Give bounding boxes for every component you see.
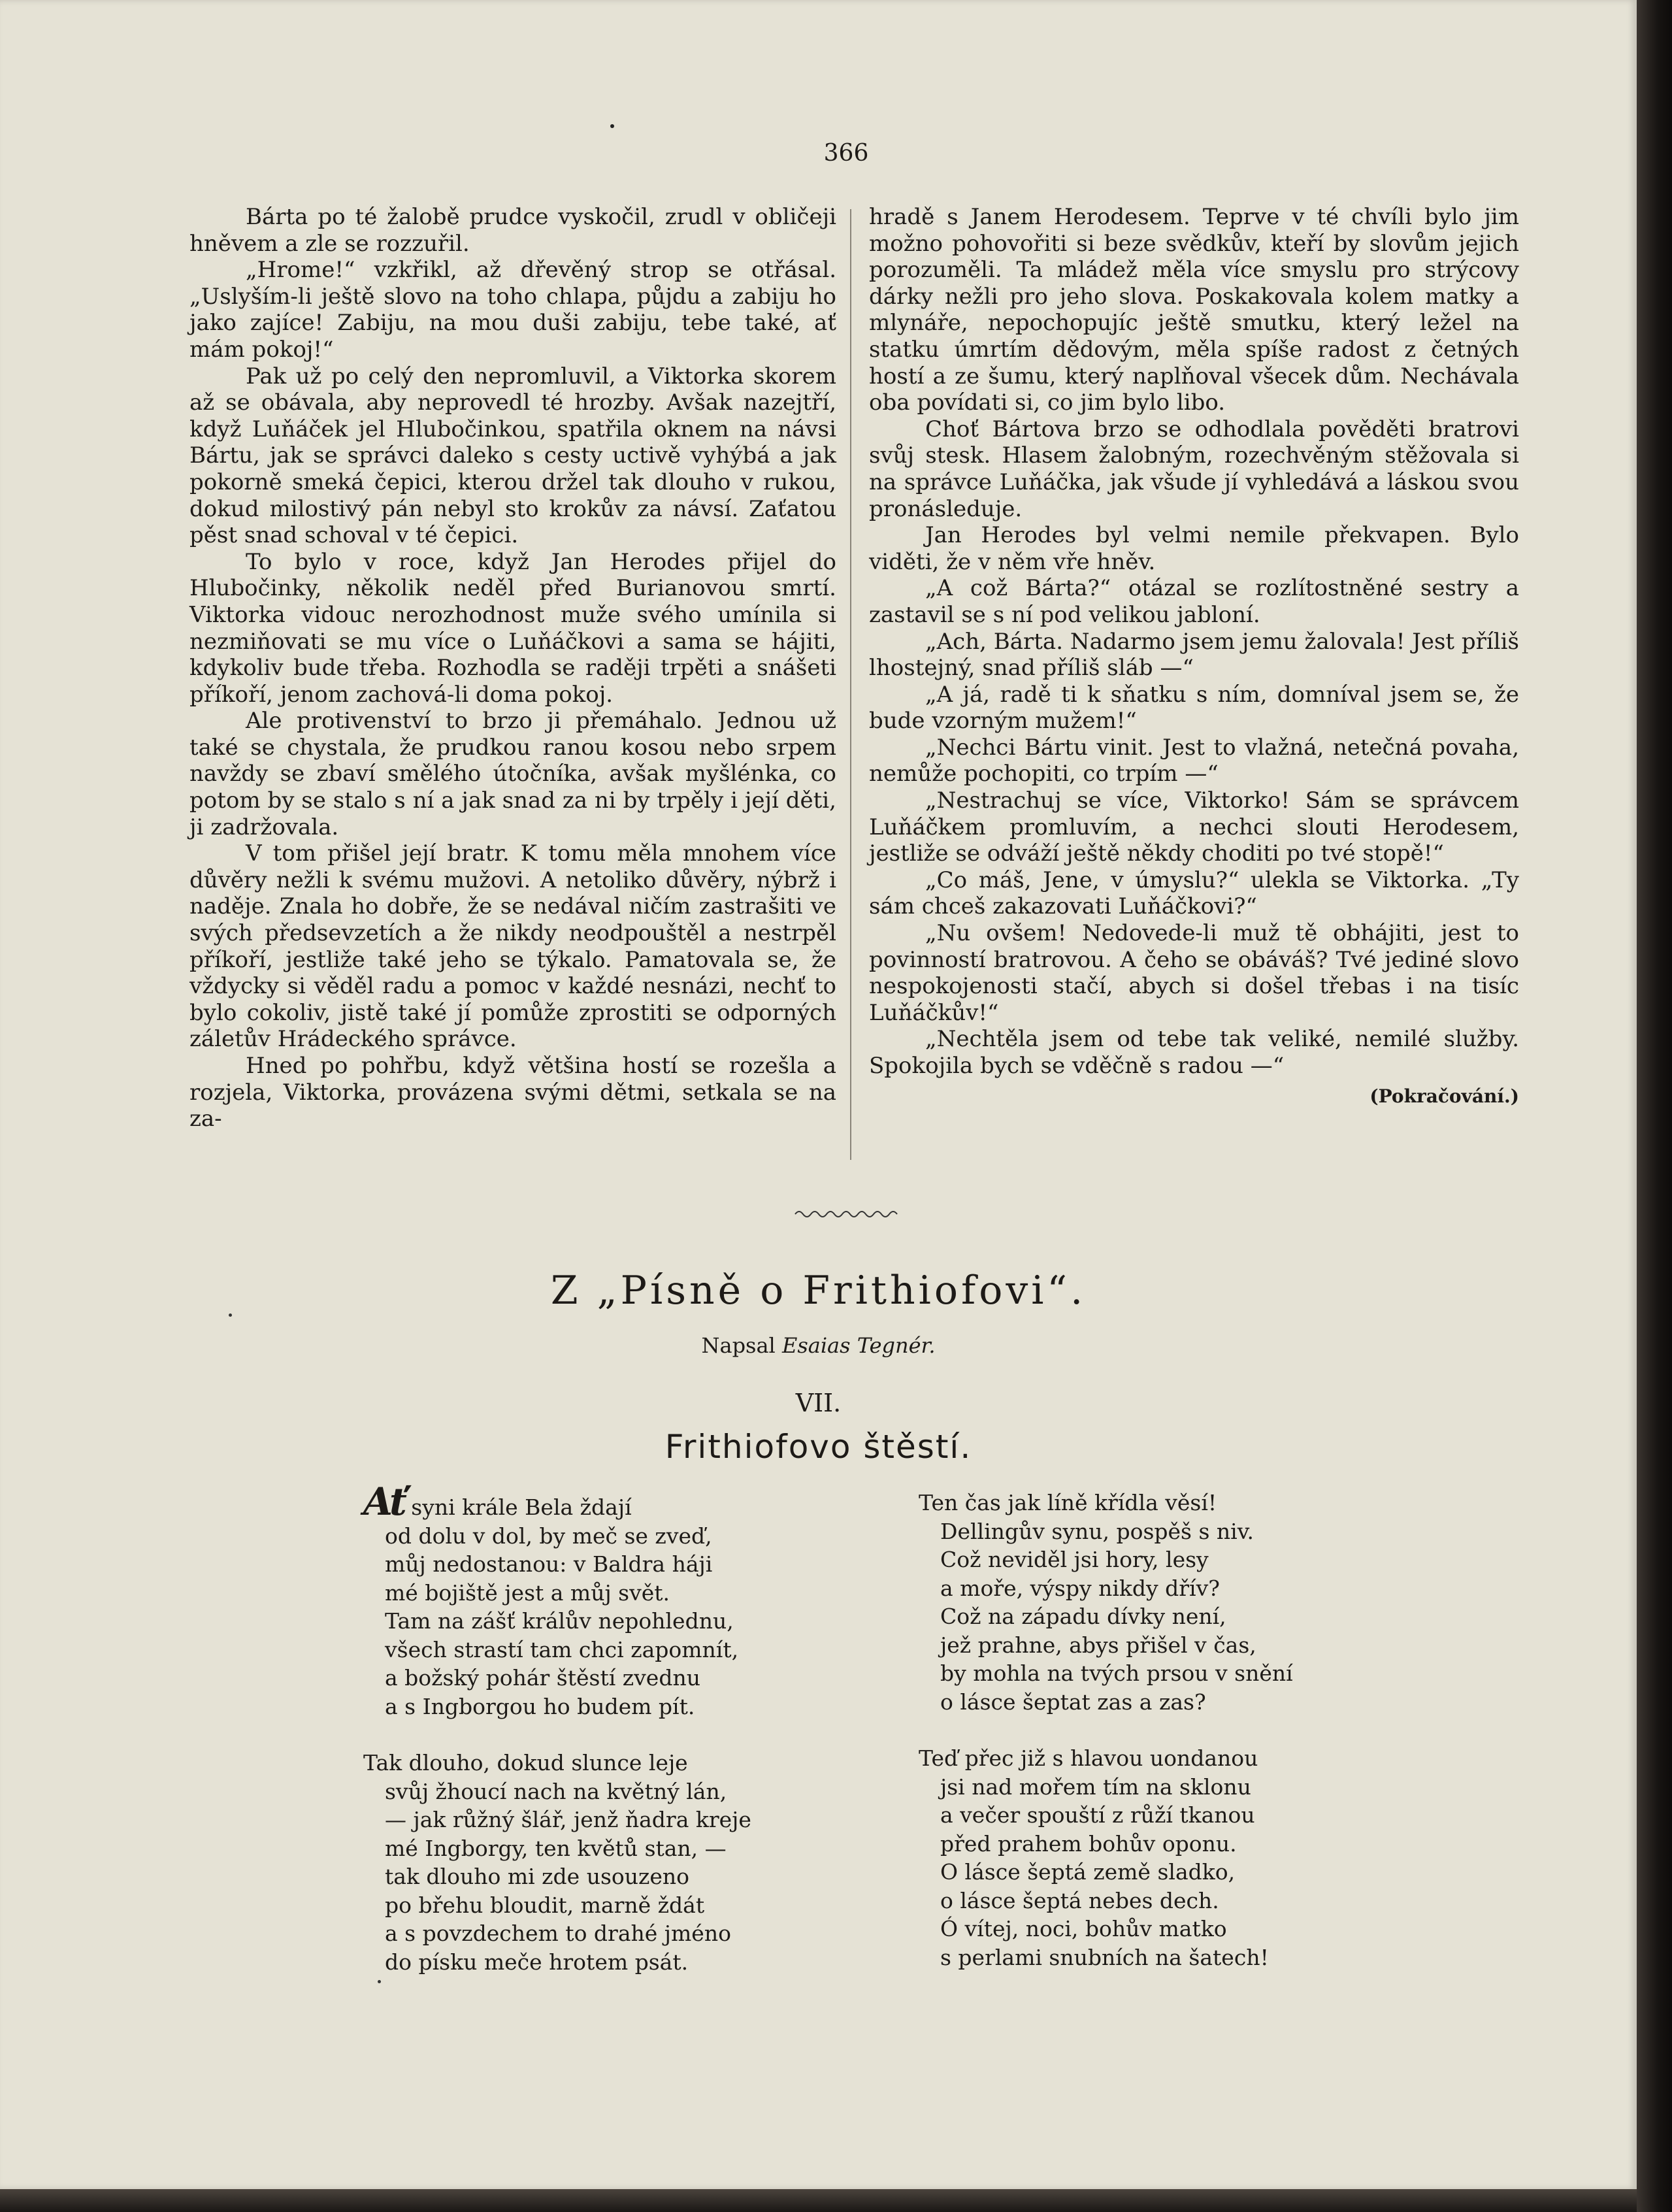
drop-cap: Ať bbox=[363, 1479, 404, 1524]
stanza bbox=[919, 1489, 1415, 1716]
verse-text: syni krále Bela ždají bbox=[404, 1494, 632, 1520]
stanza bbox=[363, 1479, 860, 1721]
print-speck bbox=[610, 124, 614, 128]
verse-line: před prahem bohův oponu. bbox=[940, 1830, 1237, 1857]
wavy-divider-ornament bbox=[794, 1208, 898, 1221]
verse-line: do písku meče hrotem psát. bbox=[385, 1949, 689, 1975]
page-number: 366 bbox=[823, 140, 869, 167]
verse-line: a božský pohár štěstí zvednu bbox=[385, 1665, 700, 1691]
verse-line: všech strastí tam chci zapomnít, bbox=[385, 1636, 739, 1662]
verse-line: by mohla na tvých prsou v snění bbox=[940, 1660, 1293, 1686]
paragraph: To bylo v roce, když Jan Herodes přijel do Hlubočinky, několik neděl před Burianovou smrtí. Viktorka vidouc nerozhodnost muže svého umínila si nezmiňovati se mu více o Luňáčkovi a sama se hájiti, kdykoliv bude třeba. Rozhodla se raději trpěti a snášeti příkoří, jenom zachová-li doma pokoj. bbox=[189, 548, 836, 708]
verse-line: svůj žhoucí nach na květný lán, bbox=[385, 1778, 727, 1804]
paragraph: Choť Bártova brzo se odhodlala pověděti bratrovi svůj stesk. Hlasem žalobným, rozechvěným stěžovala si na správce Luňáčka, jak všude jí vyhledává a láskou svou pronásleduje. bbox=[869, 416, 1519, 522]
poem-column-right bbox=[919, 1489, 1415, 2000]
poem-column-left bbox=[363, 1479, 860, 2004]
verse-line: po břehu bloudit, marně ždát bbox=[385, 1892, 705, 1918]
verse-line: mé Ingborgy, ten květů stan, — bbox=[385, 1835, 727, 1861]
paragraph: „A já, radě ti k sňatku s ním, domníval jsem se, že bude vzorným mužem!“ bbox=[869, 681, 1519, 735]
verse-line: Tak dlouho, dokud slunce leje bbox=[363, 1750, 688, 1775]
prose-column-right bbox=[869, 204, 1519, 1110]
paragraph: „Co máš, Jene, v úmyslu?“ ulekla se Viktorka. „Ty sám chceš zakazovati Luňáčkovi?“ bbox=[869, 867, 1519, 920]
paragraph: „Ach, Bárta. Nadarmo jsem jemu žalovala! Jest příliš lhostejný, snad příliš sláb —“ bbox=[869, 628, 1519, 682]
stanza bbox=[363, 1749, 860, 1976]
paragraph: „Nechci Bártu vinit. Jest to vlažná, netečná povaha, nemůže pochopiti, co trpím —“ bbox=[869, 734, 1519, 787]
author-name: Esaias Tegnér. bbox=[781, 1333, 936, 1358]
paragraph: „Nestrachuj se více, Viktorko! Sám se správcem Luňáčkem promluvím, a nechci slouti Herodesem, jestliže se odváží ještě někdy choditi po tvé stopě!“ bbox=[869, 787, 1519, 867]
verse-line: Což neviděl jsi hory, lesy bbox=[940, 1547, 1209, 1572]
verse-line: jež prahne, abys přišel v čas, bbox=[940, 1632, 1256, 1658]
verse-line: a s povzdechem to drahé jméno bbox=[385, 1921, 731, 1946]
verse-line bbox=[363, 1479, 860, 1524]
verse-line: Tam na zášť králův nepohlednu, bbox=[385, 1608, 734, 1634]
verse-line: od dolu v dol, by meč se zveď, bbox=[385, 1523, 712, 1549]
section-number: VII. bbox=[795, 1389, 842, 1417]
verse-line: Ó vítej, noci, bohův matko bbox=[940, 1916, 1227, 1941]
verse-line: Teď přec již s hlavou uondanou bbox=[919, 1745, 1258, 1771]
paragraph: Bárta po té žalobě prudce vyskočil, zrudl v obličeji hněvem a zle se rozzuřil. bbox=[189, 204, 836, 257]
paragraph: „A což Bárta?“ otázal se rozlítostněné sestry a zastavil se s ní pod velikou jabloní. bbox=[869, 575, 1519, 628]
verse-line: mé bojiště jest a můj svět. bbox=[385, 1579, 670, 1606]
verse-line: a s Ingborgou ho budem pít. bbox=[385, 1693, 695, 1719]
book-binding-edge bbox=[1637, 0, 1672, 2212]
paragraph: V tom přišel její bratr. K tomu měla mnohem více důvěry nežli k svému mužovi. A netoliko důvěry, nýbrž i naděje. Znala ho dobře, že se nedával ničím zastrašiti ve svých předsevzetích a že nikdy neodpouštěl a nestrpěl příkoří, jestliže také jeho se týkalo. Pamatovala se, že vždycky si věděl radu a pomoc v každé nesnázi, nechť to bylo cokoliv, jistě také jí pomůže zprostiti se odporných záletův Hrádeckého správce. bbox=[189, 840, 836, 1053]
verse-line: a moře, výspy nikdy dřív? bbox=[940, 1575, 1220, 1601]
verse-line: Dellingův synu, pospěš s niv. bbox=[940, 1518, 1254, 1544]
verse-line: O lásce šeptá země sladko, bbox=[940, 1859, 1236, 1885]
paragraph: Jan Herodes byl velmi nemile překvapen. Bylo viděti, že v něm vře hněv. bbox=[869, 522, 1519, 575]
byline-prefix: Napsal bbox=[701, 1333, 776, 1358]
verse-line: můj nedostanou: v Baldra háji bbox=[385, 1551, 713, 1577]
verse-line: o lásce šeptá nebes dech. bbox=[940, 1887, 1219, 1913]
print-speck bbox=[378, 1980, 381, 1983]
paragraph: hradě s Janem Herodesem. Teprve v té chvíli bylo jim možno pohovořiti si beze svědkův, kteří by slovům jejich porozuměli. Ta mládež měla více smyslu pro strýcovy dárky nežli pro jeho slova. Poskakovala kolem matky a mlynáře, nepochopujíc ještě smutku, který ležel na statku úmrtím dědovým, měla spíše radost z četných hostí a ze šumu, který naplňoval všecek dům. Nechávala oba povídati si, co jim bylo libo. bbox=[869, 204, 1519, 416]
paragraph: „Hrome!“ vzkřikl, až dřevěný strop se otřásal. „Uslyším-li ještě slovo na toho chlapa, půjdu a zabiju ho jako zajíce! Zabiju, na mou duši zabiju, tebe také, ať mám pokoj!“ bbox=[189, 257, 836, 363]
paragraph: Hned po pohřbu, když většina hostí se rozešla a rozjela, Viktorka, provázena svými dětmi, setkala se na za- bbox=[189, 1053, 836, 1132]
scan-bottom-edge bbox=[0, 2189, 1637, 2212]
verse-line: — jak růžný šlář, jenž ňadra kreje bbox=[385, 1807, 751, 1832]
verse-line: Což na západu dívky není, bbox=[940, 1604, 1226, 1629]
stanza bbox=[919, 1744, 1415, 1972]
verse-line: a večer spouští z růží tkanou bbox=[940, 1802, 1255, 1828]
verse-line: jsi nad mořem tím na sklonu bbox=[940, 1774, 1251, 1800]
verse-line: Ten čas jak líně křídla věsí! bbox=[919, 1490, 1217, 1515]
print-speck bbox=[229, 1313, 232, 1317]
paragraph: Pak už po celý den nepromluvil, a Viktorka skorem až se obávala, aby neprovedl té hrozby. Avšak nazejtří, když Luňáček jel Hlubočinkou, spatřila oknem na návsi Bártu, jak se správci daleko s cesty uctivě vyhýbá a jak pokorně smeká čepici, kterou držel tak dlouho v rukou, dokud milostivý pán nebyl sto krokův za návsí. Zaťatou pěst snad schoval v té čepici. bbox=[189, 363, 836, 549]
prose-column-left bbox=[189, 204, 836, 1132]
byline bbox=[0, 1333, 1637, 1358]
poem-title: Z „Písně o Frithiofovi“. bbox=[550, 1268, 1087, 1313]
paragraph: „Nu ovšem! Nedovede-li muž tě obhájiti, jest to povinností bratrovou. A čeho se obáváš? Tvé jediné slovo nespokojenosti stačí, abych si došel třebas i na tisíc Luňáčkův!“ bbox=[869, 920, 1519, 1026]
column-divider bbox=[850, 209, 851, 1160]
paragraph: „Nechtěla jsem od tebe tak veliké, nemilé služby. Spokojila bych se vděčně s radou —“ bbox=[869, 1026, 1519, 1079]
verse-line: s perlami snubních na šatech! bbox=[940, 1944, 1269, 1970]
verse-line: tak dlouho mi zde usouzeno bbox=[385, 1864, 690, 1889]
section-title: Frithiofovo štěstí. bbox=[664, 1428, 972, 1466]
verse-line: o lásce šeptat zas a zas? bbox=[940, 1689, 1206, 1715]
continued-note: (Pokračování.) bbox=[1369, 1085, 1519, 1107]
paragraph: Ale protivenství to brzo ji přemáhalo. Jednou už také se chystala, že prudkou ranou kosou nebo srpem navždy se zbaví smělého útočníka, avšak myšlénka, co potom by se stalo s ní a jak snad za ni by trpěly i její děti, ji zadržovala. bbox=[189, 708, 836, 840]
